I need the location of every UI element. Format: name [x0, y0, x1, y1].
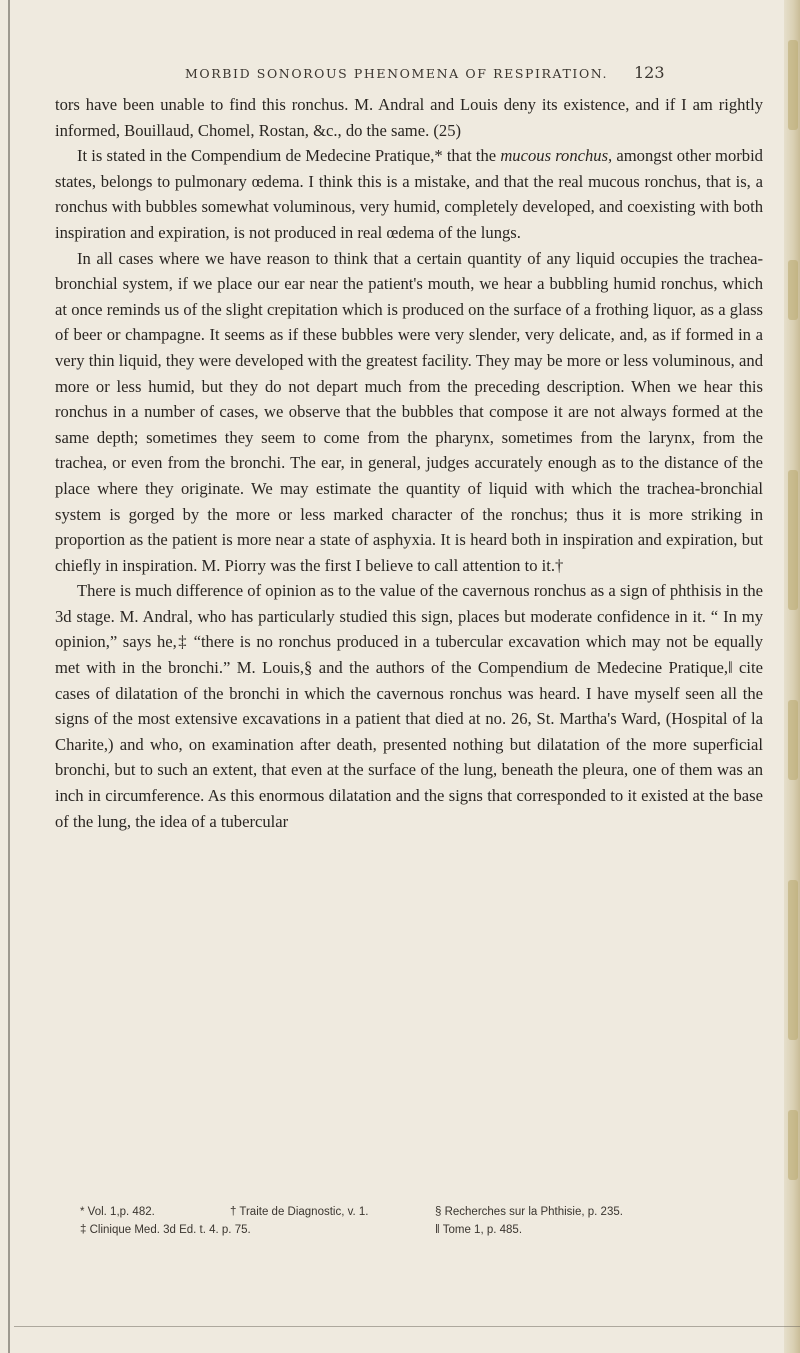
paragraph-text: It is stated in the Compendium de Medecine Pratique,* that the [77, 146, 501, 166]
paragraph [55, 578, 763, 834]
body-text [55, 92, 763, 834]
paragraph [55, 92, 763, 143]
page-fore-edge [784, 0, 800, 1353]
footnote: § Recherches sur la Phthisie, p. 235. [435, 1206, 623, 1218]
page-gutter-shadow [8, 0, 10, 1353]
paragraph-text: amongst other morbid states, belongs to pulmonary œdema. I think this is a mistake, and that the real mucous ronchus, that is, a ronchus with bubbles somewhat voluminous, very humid, completely developed, and coexisting with both inspiration and expiration, is not produced in real œdema of the lungs. [55, 146, 763, 242]
footnote: * Vol. 1,p. 482. [80, 1206, 155, 1218]
edge-stain [788, 470, 798, 610]
page-number: 123 [634, 63, 665, 82]
paragraph-text: There is much difference of opinion as to the value of the cavernous ronchus as a sign of phthisis in the 3d stage. M. Andral, who has particularly studied this sign, places but moderate confidence in it. “ In my opinion,” says he,‡ “there is no ronchus produced in a tubercular excavation which may not be equally met with in the bronchi.” M. Louis,§ and the authors of the Compendium de Medecine Pratique,‖ cite cases of dilatation of the bronchi in which the cavernous ronchus was heard. I have myself seen all the signs of the most extensive excavations in a patient that died at no. 26, St. Martha's Ward, (Hospital of la Charite,) and who, on examination after death, presented nothing but dilatation of the more superficial bronchi, but to such an extent, that even at the surface of the lung, beneath the pleura, one of them was an inch in circumference. As this enormous dilatation and the signs that corresponded to it existed at the base of the lung, the idea of a tubercular [55, 581, 763, 831]
running-title: MORBID SONOROUS PHENOMENA OF RESPIRATION. [185, 66, 609, 81]
paragraph [55, 143, 763, 245]
footnote-row [80, 1203, 780, 1221]
footnotes [80, 1203, 780, 1239]
edge-stain [788, 880, 798, 1040]
page-header [0, 63, 800, 88]
footnote: † Traite de Diagnostic, v. 1. [230, 1206, 369, 1218]
footnote: ‡ Clinique Med. 3d Ed. t. 4. p. 75. [80, 1224, 251, 1236]
page-bottom-edge [14, 1326, 800, 1327]
edge-stain [788, 1110, 798, 1180]
footnote: ‖ Tome 1, p. 485. [435, 1224, 523, 1236]
edge-stain [788, 260, 798, 320]
paragraph-text: tors have been unable to find this ronchus. M. Andral and Louis deny its existence, and if I am rightly informed, Bouillaud, Chomel, Rostan, &c., do the same. (25) [55, 95, 763, 140]
italic-term: mucous ronchus, [500, 146, 613, 166]
paragraph-text: In all cases where we have reason to think that a certain quantity of any liquid occupies the trachea-bronchial system, if we place our ear near the patient's mouth, we hear a bubbling humid ronchus, which at once reminds us of the slight crepitation which is produced on the surface of a frothing liquor, as a glass of beer or champagne. It seems as if these bubbles were very slender, very delicate, and, as if formed in a very thin liquid, they were developed with the greatest facility. They may be more or less voluminous, and more or less humid, but they do not depart much from the preceding description. When we hear this ronchus in a number of cases, we observe that the bubbles that compose it are not always formed at the same depth; sometimes they seem to come from the pharynx, sometimes from the larynx, from the trachea, or even from the bronchi. The ear, in general, judges accurately enough as to the distance of the place where they originate. We may estimate the quantity of liquid with which the trachea-bronchial system is gorged by the more or less marked character of the ronchus; thus it is more striking in proportion as the patient is more near a state of asphyxia. It is heard both in inspiration and expiration, but chiefly in inspiration. M. Piorry was the first I believe to call attention to it.† [55, 248, 763, 575]
edge-stain [788, 700, 798, 780]
footnote-row [80, 1221, 780, 1239]
paragraph [55, 246, 763, 579]
